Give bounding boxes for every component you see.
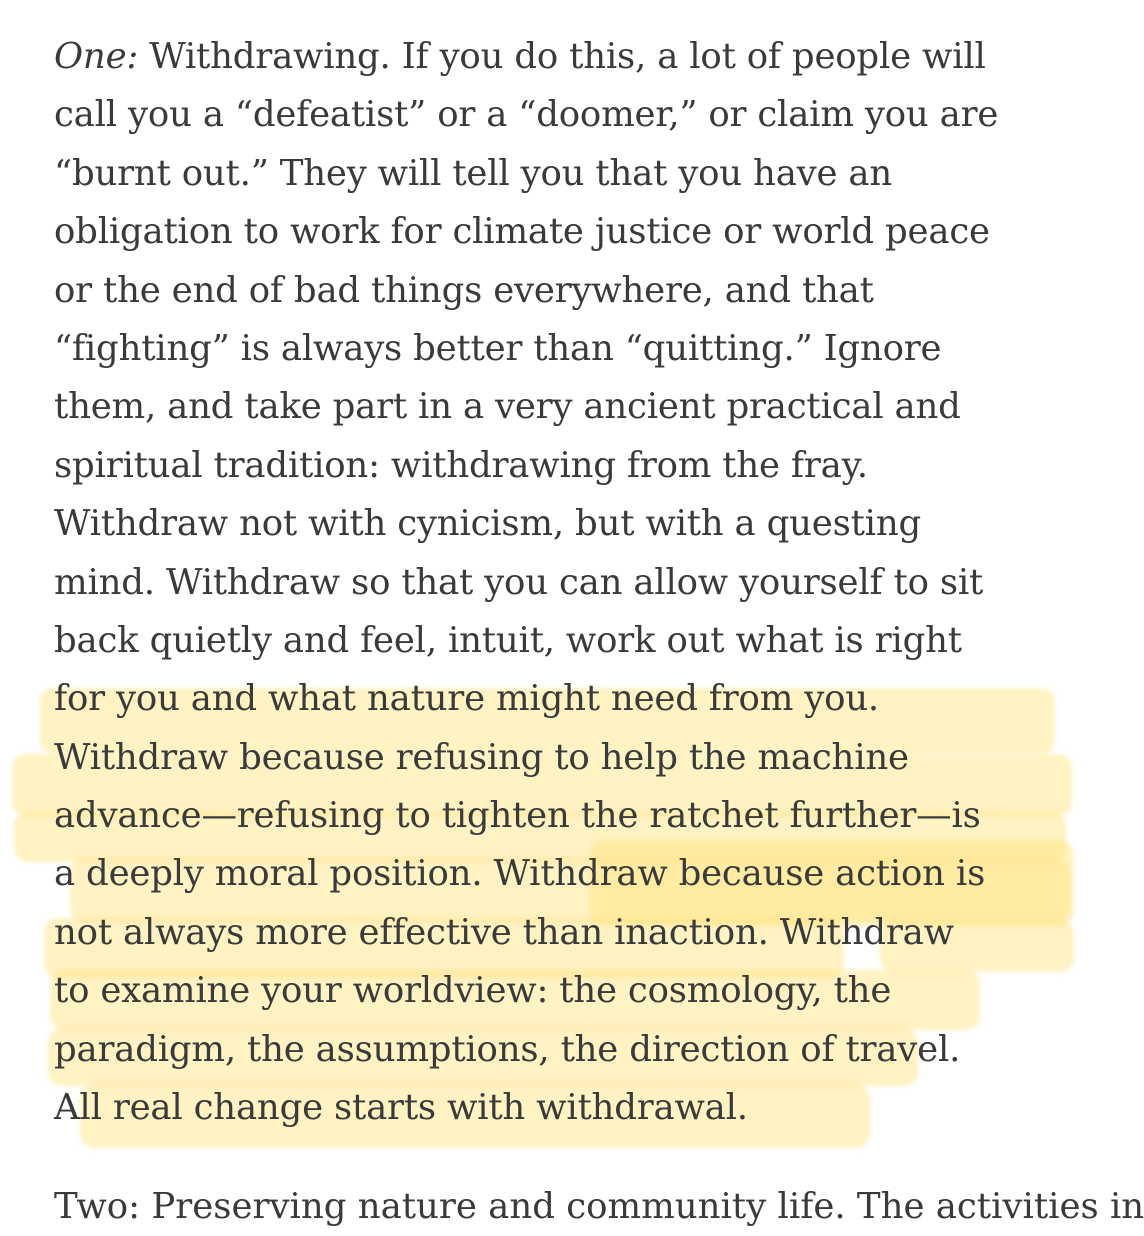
paragraph-lead: One: [54,36,139,77]
text-line: a deeply moral position. Withdraw because action is [54,853,986,895]
text-line: obligation to work for climate justice or world peace [54,211,990,253]
text-line: call you a “defeatist” or a “doomer,” or claim you are [54,94,999,136]
text-line: to examine your worldview: the cosmology, the [54,970,892,1012]
text-line: paradigm, the assumptions, the direction of travel. [54,1028,961,1070]
text-line: “burnt out.” They will tell you that you have an [54,152,893,194]
text-line: mind. Withdraw so that you can allow yourself to sit [54,561,984,603]
text-line: back quietly and feel, intuit, work out what is right [54,619,962,661]
text-line: them, and take part in a very ancient practical and [54,386,961,428]
text-line: One: Withdrawing. If you do this, a lot of people will [54,36,986,77]
text-line: Withdraw not with cynicism, but with a questing [54,503,922,545]
text-line: or the end of bad things everywhere, and that [54,269,874,311]
body-paragraph [54,28,1054,1137]
text-line: “fighting” is always better than “quitting.” Ignore [54,327,942,369]
text-line: for you and what nature might need from you. [54,678,880,720]
text-line: advance—refusing to tighten the ratchet further—is [54,795,981,837]
next-paragraph-cutoff: Two: Preserving nature and community life. The activities in [54,1186,1144,1227]
text-line: All real change starts with withdrawal. [54,1087,748,1129]
text-line: Withdraw because refusing to help the machine [54,736,909,778]
text-line: spiritual tradition: withdrawing from the fray. [54,444,868,486]
text-line: not always more effective than inaction. Withdraw [54,911,954,953]
